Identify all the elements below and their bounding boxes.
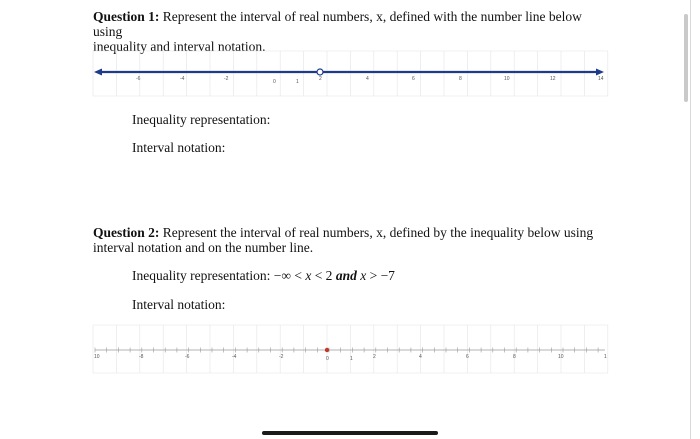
question-1-body-line-1: Represent the interval of real numbers, x, defined with the number line below using <box>93 9 582 39</box>
question-2-grid <box>93 325 608 373</box>
q2-inequality-label: Inequality representation: <box>132 268 271 283</box>
q1-tick-label: 0 <box>273 79 276 85</box>
q1-tick-label: -2 <box>224 76 229 82</box>
q1-tick-label: 4 <box>366 76 369 82</box>
question-2-heading: Question 2: <box>93 225 160 240</box>
q2-tick-label: 8 <box>513 354 516 360</box>
expr-part: −∞ < <box>273 268 302 283</box>
expr-var: x <box>360 268 367 283</box>
q2-tick-label: 1 <box>350 356 353 362</box>
q1-tick-label: 10 <box>504 76 510 82</box>
question-2-body-line-2: interval notation and on the number line. <box>93 240 314 255</box>
q2-interval-label: Interval notation: <box>132 297 226 312</box>
q2-tick-label: 2 <box>373 354 376 360</box>
origin-dot <box>325 348 329 352</box>
expr-var: x <box>305 268 312 283</box>
q2-tick-label: 4 <box>419 354 422 360</box>
expr-part: < 2 <box>314 268 333 283</box>
q1-tick-label: 1 <box>296 79 299 85</box>
q2-tick-label: 10 <box>94 354 100 360</box>
q2-tick-label: 0 <box>326 356 329 362</box>
q2-tick-label: -4 <box>232 354 237 360</box>
q1-tick-label: -6 <box>136 76 141 82</box>
q2-tick-label: -8 <box>139 354 144 360</box>
q1-tick-label: 12 <box>550 76 556 82</box>
question-1-heading: Question 1: <box>93 9 160 24</box>
q1-tick-label: 6 <box>412 76 415 82</box>
q2-tick-label: 10 <box>558 354 564 360</box>
question-1-body-line-2: inequality and interval notation. <box>93 39 266 54</box>
question-2-body-line-1: Represent the interval of real numbers, x, defined by the inequality below using <box>162 225 594 240</box>
q1-tick-label: 14 <box>598 76 604 82</box>
q2-tick-label: -2 <box>279 354 284 360</box>
expr-part: > −7 <box>369 268 395 283</box>
q2-tick-label: 1 <box>604 354 607 360</box>
q2-tick-label: -6 <box>185 354 190 360</box>
q1-interval-label: Interval notation: <box>132 140 226 155</box>
scrollbar[interactable] <box>684 14 688 102</box>
q2-tick-label: 6 <box>466 354 469 360</box>
q1-inequality-label: Inequality representation: <box>132 112 271 127</box>
home-indicator[interactable] <box>262 431 438 435</box>
q1-tick-label: 2 <box>319 76 322 82</box>
q1-tick-label: 8 <box>459 76 462 82</box>
q1-tick-label: -4 <box>180 76 185 82</box>
expr-and: and <box>335 268 357 283</box>
